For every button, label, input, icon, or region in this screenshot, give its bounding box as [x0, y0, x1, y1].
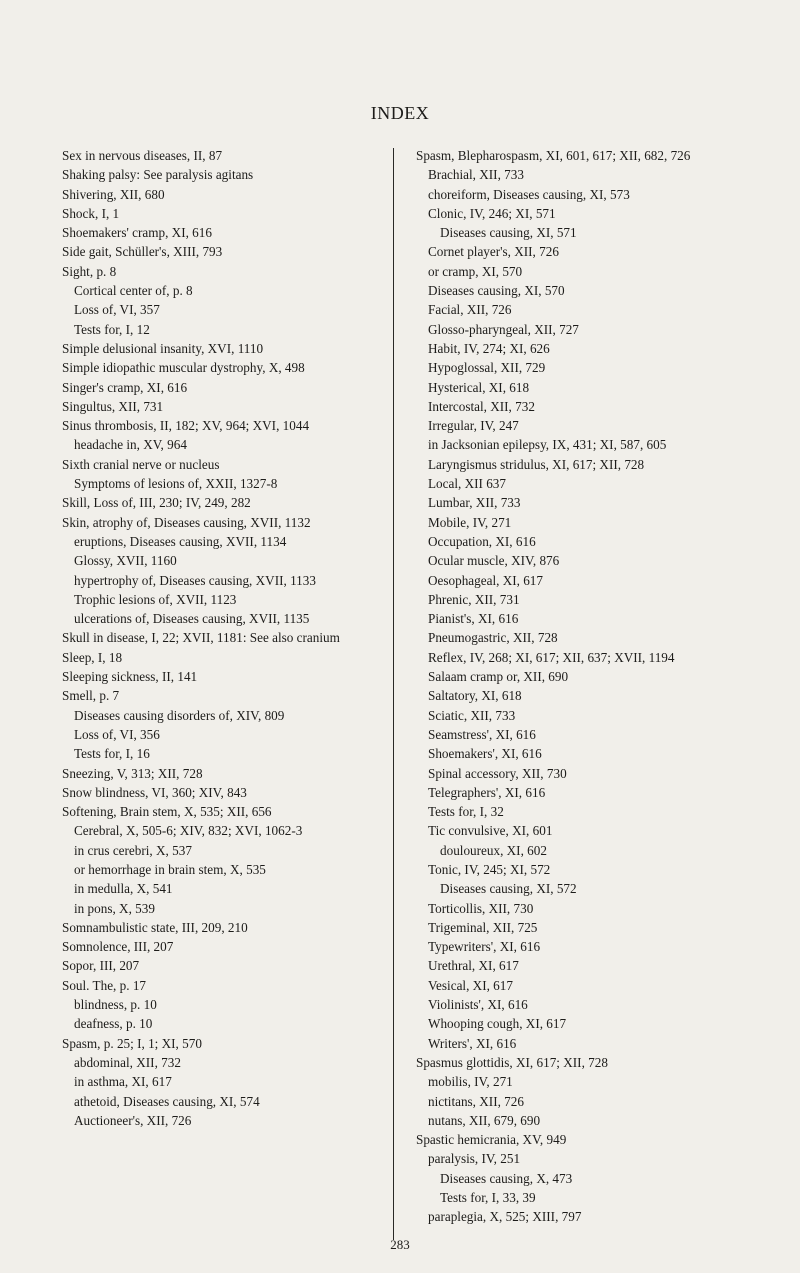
index-entry: Skin, atrophy of, Diseases causing, XVII, 1132 — [62, 514, 311, 530]
page-number: 283 — [390, 1237, 410, 1252]
index-entry: Sopor, III, 207 — [62, 958, 140, 974]
index-subentry: Facial, XII, 726 — [428, 302, 512, 318]
index-subentry: Telegraphers', XI, 616 — [428, 784, 546, 800]
index-subentry: paralysis, IV, 251 — [428, 1151, 521, 1167]
index-subentry: Diseases causing disorders of, XIV, 809 — [74, 707, 285, 723]
index-subentry: Salaam cramp or, XII, 690 — [428, 669, 569, 685]
index-entry: Simple idiopathic muscular dystrophy, X, 498 — [62, 360, 305, 376]
index-entry: Sleeping sickness, II, 141 — [62, 669, 198, 685]
index-subentry: Habit, IV, 274; XI, 626 — [428, 340, 550, 356]
index-subentry: Pneumogastric, XII, 728 — [428, 630, 558, 646]
index-subentry: deafness, p. 10 — [74, 1016, 153, 1032]
index-entry: Skill, Loss of, III, 230; IV, 249, 282 — [62, 495, 251, 511]
index-subentry: Pianist's, XI, 616 — [428, 611, 519, 627]
index-subentry: Irregular, IV, 247 — [428, 418, 519, 434]
index-subentry: mobilis, IV, 271 — [428, 1074, 513, 1090]
index-subentry: Diseases causing, X, 473 — [440, 1170, 573, 1186]
index-subentry: Oesophageal, XI, 617 — [428, 572, 543, 588]
index-subentry: Lumbar, XII, 733 — [428, 495, 521, 511]
index-subentry: Cortical center of, p. 8 — [74, 283, 193, 299]
index-entry: Sinus thrombosis, II, 182; XV, 964; XVI, 1044 — [62, 418, 310, 434]
index-subentry: Occupation, XI, 616 — [428, 533, 536, 549]
index-entry: Somnambulistic state, III, 209, 210 — [62, 919, 248, 935]
index-subentry: in pons, X, 539 — [74, 900, 155, 916]
index-subentry: in Jacksonian epilepsy, IX, 431; XI, 587, 605 — [428, 437, 667, 453]
index-entry: Soul. The, p. 17 — [62, 977, 147, 993]
index-entry: Softening, Brain stem, X, 535; XII, 656 — [62, 804, 272, 820]
index-entry: Shivering, XII, 680 — [62, 186, 165, 202]
index-subentry: Glosso-pharyngeal, XII, 727 — [428, 321, 579, 337]
index-subentry: Hysterical, XI, 618 — [428, 379, 530, 395]
index-subentry: Diseases causing, XI, 571 — [440, 225, 577, 241]
index-subentry: in asthma, XI, 617 — [74, 1074, 172, 1090]
index-subentry: Tests for, I, 16 — [74, 746, 150, 762]
index-entry: Somnolence, III, 207 — [62, 939, 174, 955]
index-subentry: Tests for, I, 12 — [74, 321, 150, 337]
index-subentry: Local, XII 637 — [428, 476, 506, 492]
index-subentry: Seamstress', XI, 616 — [428, 726, 536, 742]
index-subentry: Diseases causing, XI, 572 — [440, 881, 577, 897]
index-subentry: in crus cerebri, X, 537 — [74, 842, 192, 858]
index-subentry: Auctioneer's, XII, 726 — [74, 1112, 192, 1128]
index-subentry: Tests for, I, 33, 39 — [440, 1190, 536, 1206]
index-subentry: athetoid, Diseases causing, XI, 574 — [74, 1093, 260, 1109]
index-subentry: Cornet player's, XII, 726 — [428, 244, 559, 260]
index-entry: Spasmus glottidis, XI, 617; XII, 728 — [416, 1054, 608, 1070]
index-subentry: Writers', XI, 616 — [428, 1035, 517, 1051]
index-subentry: ulcerations of, Diseases causing, XVII, 1135 — [74, 611, 310, 627]
index-subentry: Hypoglossal, XII, 729 — [428, 360, 546, 376]
index-subentry: Shoemakers', XI, 616 — [428, 746, 542, 762]
index-entry: Shoemakers' cramp, XI, 616 — [62, 225, 212, 241]
index-subentry: nutans, XII, 679, 690 — [428, 1112, 541, 1128]
index-subentry: or hemorrhage in brain stem, X, 535 — [74, 861, 266, 877]
index-subentry: Spinal accessory, XII, 730 — [428, 765, 567, 781]
index-subentry: choreiform, Diseases causing, XI, 573 — [428, 186, 630, 202]
index-entry: Spasm, Blepharospasm, XI, 601, 617; XII, 682, 726 — [416, 148, 691, 163]
index-entry: Singer's cramp, XI, 616 — [62, 379, 188, 395]
index-subentry: nictitans, XII, 726 — [428, 1093, 524, 1109]
index-subentry: paraplegia, X, 525; XIII, 797 — [428, 1209, 582, 1225]
index-subentry: Ocular muscle, XIV, 876 — [428, 553, 560, 569]
index-entry: Skull in disease, I, 22; XVII, 1181: See also cranium — [62, 630, 340, 646]
index-entry: Simple delusional insanity, XVI, 1110 — [62, 340, 264, 356]
index-entry: Sleep, I, 18 — [62, 649, 123, 665]
index-subentry: abdominal, XII, 732 — [74, 1054, 181, 1070]
right-index-column — [416, 146, 736, 1227]
index-entry: Shaking palsy: See paralysis agitans — [62, 167, 254, 183]
index-subentry: headache in, XV, 964 — [74, 437, 187, 453]
index-entry: Smell, p. 7 — [62, 688, 120, 704]
index-subentry: eruptions, Diseases causing, XVII, 1134 — [74, 533, 287, 549]
index-subentry: Loss of, VI, 356 — [74, 726, 160, 742]
index-subentry: Glossy, XVII, 1160 — [74, 553, 177, 569]
index-entry: Snow blindness, VI, 360; XIV, 843 — [62, 784, 247, 800]
index-subentry: Typewriters', XI, 616 — [428, 939, 541, 955]
index-subentry: Intercostal, XII, 732 — [428, 398, 535, 414]
index-entry: Spastic hemicrania, XV, 949 — [416, 1132, 567, 1148]
index-entry: Sneezing, V, 313; XII, 728 — [62, 765, 203, 781]
index-subentry: Sciatic, XII, 733 — [428, 707, 516, 723]
index-subentry: Torticollis, XII, 730 — [428, 900, 534, 916]
index-entry: Side gait, Schüller's, XIII, 793 — [62, 244, 223, 260]
index-subentry: Tonic, IV, 245; XI, 572 — [428, 861, 551, 877]
index-subentry: Vesical, XI, 617 — [428, 977, 513, 993]
index-entry: Shock, I, 1 — [62, 205, 120, 221]
index-subentry: Clonic, IV, 246; XI, 571 — [428, 205, 556, 221]
index-subentry: Symptoms of lesions of, XXII, 1327-8 — [74, 476, 278, 492]
index-subentry: or cramp, XI, 570 — [428, 263, 523, 279]
page-title: INDEX — [370, 103, 430, 123]
index-subentry: hypertrophy of, Diseases causing, XVII, 1133 — [74, 572, 316, 588]
index-subentry: Saltatory, XI, 618 — [428, 688, 522, 704]
index-subentry: Tests for, I, 32 — [428, 804, 504, 820]
index-subentry: Trigeminal, XII, 725 — [428, 919, 538, 935]
column-divider — [393, 148, 394, 1240]
index-subentry: Cerebral, X, 505-6; XIV, 832; XVI, 1062-3 — [74, 823, 303, 839]
index-subentry: Reflex, IV, 268; XI, 617; XII, 637; XVII, 1194 — [428, 649, 675, 665]
index-subentry: Phrenic, XII, 731 — [428, 591, 520, 607]
index-entry: Spasm, p. 25; I, 1; XI, 570 — [62, 1035, 202, 1051]
index-entry: Sixth cranial nerve or nucleus — [62, 456, 220, 472]
index-subentry: Laryngismus stridulus, XI, 617; XII, 728 — [428, 456, 645, 472]
index-subentry: douloureux, XI, 602 — [440, 842, 547, 858]
index-subentry: Diseases causing, XI, 570 — [428, 283, 565, 299]
index-entry: Sight, p. 8 — [62, 263, 117, 279]
index-subentry: Violinists', XI, 616 — [428, 997, 528, 1013]
index-subentry: blindness, p. 10 — [74, 997, 157, 1013]
index-subentry: Mobile, IV, 271 — [428, 514, 512, 530]
index-entry: Sex in nervous diseases, II, 87 — [62, 148, 223, 163]
index-subentry: Brachial, XII, 733 — [428, 167, 524, 183]
index-entry: Singultus, XII, 731 — [62, 398, 164, 414]
index-subentry: in medulla, X, 541 — [74, 881, 173, 897]
index-subentry: Trophic lesions of, XVII, 1123 — [74, 591, 237, 607]
index-subentry: Loss of, VI, 357 — [74, 302, 160, 318]
index-subentry: Tic convulsive, XI, 601 — [428, 823, 553, 839]
left-index-column — [62, 146, 372, 1130]
index-subentry: Whooping cough, XI, 617 — [428, 1016, 567, 1032]
index-subentry: Urethral, XI, 617 — [428, 958, 519, 974]
